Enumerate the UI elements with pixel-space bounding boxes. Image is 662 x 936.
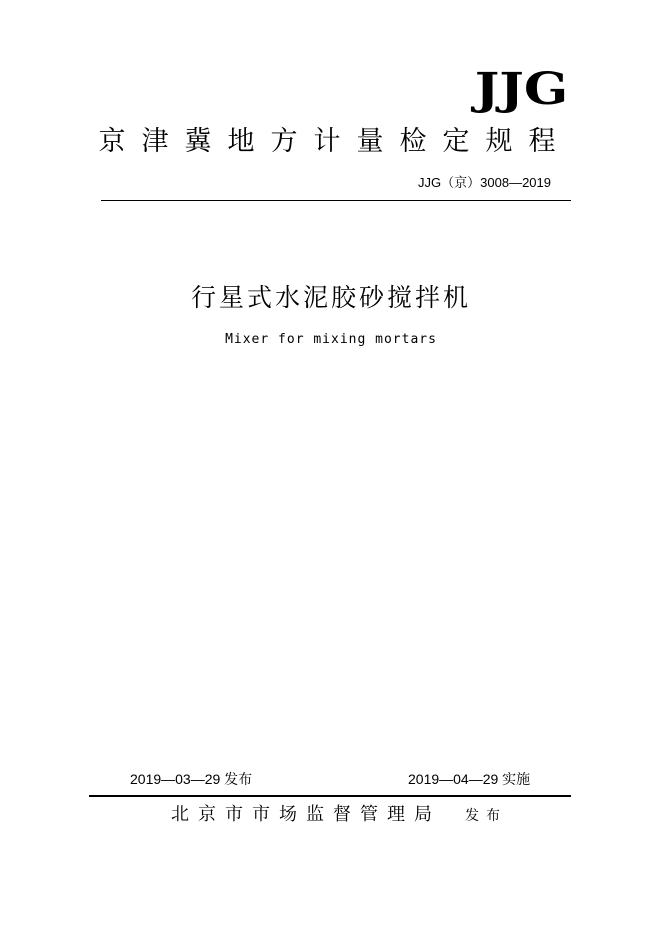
- issue-date: 2019—03—29 发布: [130, 771, 253, 787]
- document-title: 行星式水泥胶砂搅拌机: [190, 283, 471, 312]
- bottom-divider: [89, 795, 571, 797]
- publish-label: 发布: [465, 808, 507, 824]
- jjg-logo: JJG: [474, 64, 568, 115]
- top-divider: [101, 200, 571, 201]
- regulation-series-title: 京津冀地方计量检定规程: [98, 126, 572, 157]
- implementation-date: 2019—04—29 实施: [408, 771, 531, 787]
- issuing-authority: 北京市市场监督管理局: [171, 804, 441, 825]
- document-code: JJG（京）3008—2019: [418, 175, 551, 190]
- document-subtitle: Mixer for mixing mortars: [225, 332, 437, 347]
